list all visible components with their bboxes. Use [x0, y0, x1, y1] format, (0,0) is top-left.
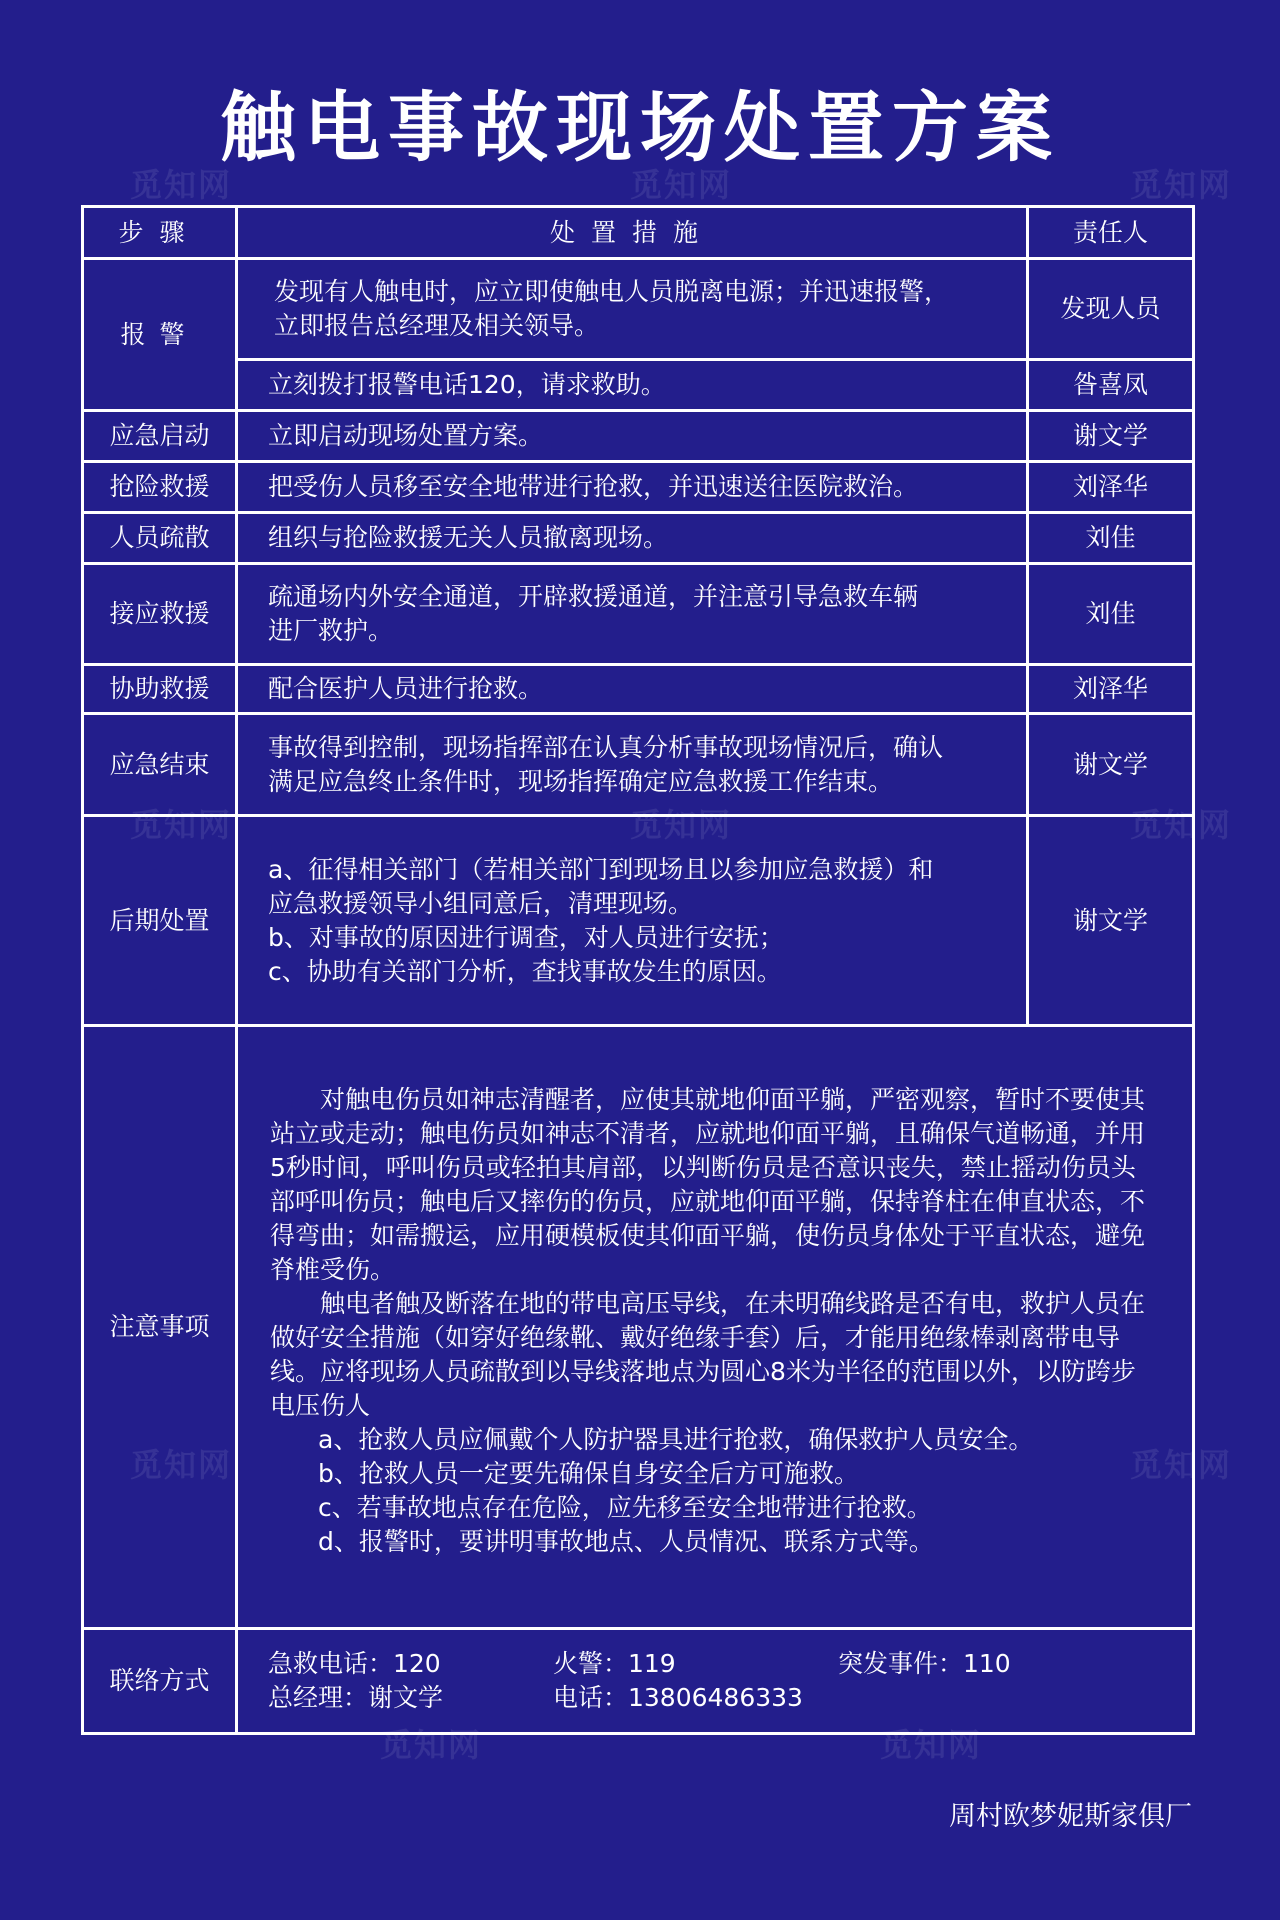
table-row	[83, 665, 1194, 714]
table-row	[83, 259, 1194, 360]
header-person: 责任人	[1028, 207, 1194, 259]
disposal-plan-table	[81, 205, 1195, 1735]
person-cell: 刘佳	[1028, 513, 1194, 564]
table-row	[83, 714, 1194, 816]
watermark: 觅知网	[1130, 1446, 1233, 1484]
step-cell: 人员疏散	[83, 513, 237, 564]
step-contact: 联络方式	[83, 1629, 237, 1734]
table-row	[83, 513, 1194, 564]
step-cell: 后期处置	[83, 816, 237, 1026]
measure-line: 把受伤人员移至安全地带进行抢救，并迅速送往医院救治。	[268, 472, 919, 501]
watermark: 觅知网	[130, 806, 233, 844]
watermark: 觅知网	[130, 166, 233, 204]
person-cell: 刘泽华	[1028, 462, 1194, 513]
measure-line: b、对事故的原因进行调查，对人员进行安抚；	[268, 922, 784, 952]
measure-line: 疏通场内外安全通道，开辟救援通道，并注意引导急救车辆	[268, 582, 919, 611]
measure-line: 满足应急终止条件时，现场指挥确定应急救援工作结束。	[268, 766, 894, 796]
measure-line: 配合医护人员进行抢救。	[268, 674, 544, 703]
notes-item: c、若事故地点存在危险，应先移至安全地带进行抢救。	[318, 1493, 932, 1522]
notes-cell	[237, 1026, 1194, 1629]
measure-line: 发现有人触电时，应立即使触电人员脱离电源；并迅速报警，	[274, 277, 950, 306]
header-step: 步骤	[83, 207, 237, 259]
person-cell: 刘泽华	[1028, 665, 1194, 714]
measure-line: 立即启动现场处置方案。	[268, 421, 544, 450]
contact-cell	[237, 1629, 1194, 1734]
watermark: 觅知网	[1130, 166, 1233, 204]
notes-item: b、抢救人员一定要先确保自身安全后方可施救。	[318, 1459, 859, 1488]
measure-line: c、协助有关部门分析，查找事故发生的原因。	[268, 956, 782, 986]
step-report: 报警	[83, 259, 237, 411]
table-header-row	[83, 207, 1194, 259]
measure-line: 立即报告总经理及相关领导。	[274, 311, 600, 340]
measure-line: 事故得到控制，现场指挥部在认真分析事故现场情况后，确认	[268, 732, 944, 762]
measure-cell	[237, 411, 1028, 462]
table-row	[83, 411, 1194, 462]
watermark: 觅知网	[1130, 806, 1233, 844]
watermark: 觅知网	[630, 806, 733, 844]
person-cell: 刘佳	[1028, 564, 1194, 665]
step-cell: 应急启动	[83, 411, 237, 462]
watermark: 觅知网	[130, 1446, 233, 1484]
step-cell: 抢险救援	[83, 462, 237, 513]
watermark: 觅知网	[630, 166, 733, 204]
measure-line: 进厂救护。	[268, 616, 394, 645]
person-cell: 发现人员	[1028, 259, 1194, 360]
measure-cell	[237, 816, 1028, 1026]
measure-cell	[237, 665, 1028, 714]
table-row	[83, 1026, 1194, 1629]
table-row	[83, 564, 1194, 665]
table-row	[83, 1629, 1194, 1734]
watermark: 觅知网	[880, 1726, 983, 1764]
person-cell: 昝喜凤	[1028, 360, 1194, 411]
general-manager: 总经理：谢文学	[268, 1683, 444, 1712]
contact-row	[268, 1681, 1172, 1715]
step-cell: 应急结束	[83, 714, 237, 816]
table-row	[83, 816, 1194, 1026]
manager-phone: 电话：13806486333	[553, 1683, 803, 1712]
measure-cell	[237, 714, 1028, 816]
person-cell: 谢文学	[1028, 411, 1194, 462]
notes-item: a、抢救人员应佩戴个人防护器具进行抢救，确保救护人员安全。	[318, 1425, 1034, 1454]
measure-line: a、征得相关部门（若相关部门到现场且以参加应急救援）和	[268, 854, 934, 884]
emergency-phone: 突发事件：110	[838, 1649, 1011, 1678]
measure-line: 立刻拨打报警电话120，请求救助。	[268, 370, 666, 399]
measure-cell	[237, 513, 1028, 564]
first-aid-phone: 急救电话：120	[268, 1649, 441, 1678]
step-notes: 注意事项	[83, 1026, 237, 1629]
header-measure: 处置措施	[237, 207, 1028, 259]
measure-line: 组织与抢险救援无关人员撤离现场。	[268, 523, 669, 552]
measure-line: 应急救援领导小组同意后，清理现场。	[268, 888, 694, 918]
notes-item: d、报警时，要讲明事故地点、人员情况、联系方式等。	[318, 1527, 934, 1556]
measure-cell	[237, 360, 1028, 411]
company-name: 周村欧梦妮斯家俱厂	[949, 1801, 1192, 1832]
measure-cell	[237, 462, 1028, 513]
step-cell: 协助救援	[83, 665, 237, 714]
measure-cell	[237, 564, 1028, 665]
table-row	[83, 360, 1194, 411]
contact-row	[268, 1647, 1172, 1681]
measure-cell	[237, 259, 1028, 360]
page-title: 触电事故现场处置方案	[220, 83, 1060, 172]
person-cell: 谢文学	[1028, 816, 1194, 1026]
fire-alarm-phone: 火警：119	[553, 1649, 676, 1678]
watermark: 觅知网	[380, 1726, 483, 1764]
person-cell: 谢文学	[1028, 714, 1194, 816]
notes-paragraph: 对触电伤员如神志清醒者，应使其就地仰面平躺，严密观察，暂时不要使其站立或走动；触电伤员如神志不清者，应就地仰面平躺，且确保气道畅通，并用5秒时间，呼叫伤员或轻拍其肩部，以判断伤员是否意识丧失，禁止摇动伤员头部呼叫伤员；触电后又摔伤的伤员，应就地仰面平躺，保持脊柱在伸直状态，不得弯曲；如需搬运，应用硬模板使其仰面平躺，使伤员身体处于平直状态，避免脊椎受伤。	[270, 1085, 1146, 1284]
step-cell: 接应救援	[83, 564, 237, 665]
table-row	[83, 462, 1194, 513]
notes-paragraph: 触电者触及断落在地的带电高压导线，在未明确线路是否有电，救护人员在做好安全措施（如穿好绝缘靴、戴好绝缘手套）后，才能用绝缘棒剥离带电导线。应将现场人员疏散到以导线落地点为圆心8米为半径的范围以外，以防跨步电压伤人	[270, 1289, 1146, 1420]
